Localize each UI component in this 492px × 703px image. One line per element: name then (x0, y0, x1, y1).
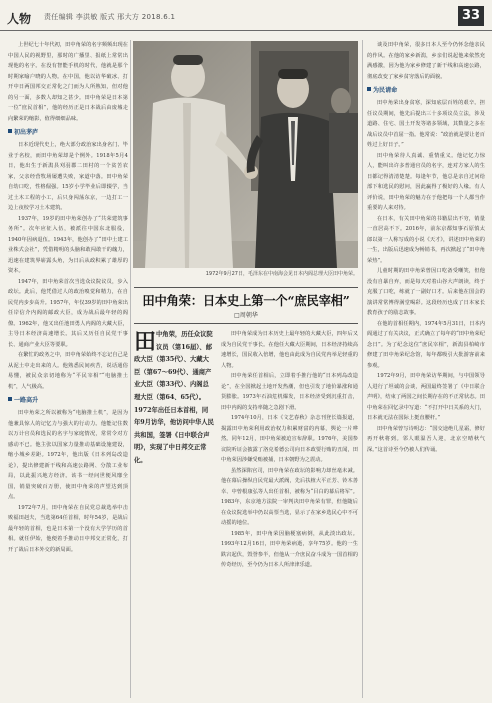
lead-text: 中角荣，历任众议院议员（第16届）、邮政大臣（第35代）、大藏大臣（第67～69代）、通商产业大臣（第33代）、内阁总理大臣（第64、65代）。1972年出任日本首相，同年9月访华，他访问中华人民共和国，签署《日中联合声明》，实现了中日邦交正常化。 (134, 331, 214, 464)
article-column-middle (221, 329, 358, 698)
subheading-text: 为民请命 (373, 87, 398, 94)
paragraph: 1985年，田中角荣因脑梗塞病倒，从此淡出政坛。1993年12月16日，田中角荣病逝，享年75岁。他的一生跌宕起伏，毁誉参半，但他从一介庶民奋斗成为一国首相的传奇经历，至今仍为日本人所津津乐道。 (221, 530, 358, 568)
paragraph: 在日本，有关田中角荣的书籍层出不穷，销量一直居高不下。2016年，前东京都知事石原慎太郎以第一人称写成的小说《天才》，讲述田中角荣的一生，出版后迅速成为畅销书，再次掀起了“田中角荣热”。 (367, 215, 485, 264)
paragraph: 1974年10月，日本《文艺春秋》杂志刊登长篇报道，揭露田中角荣利用政治权力积累财富的内幕，舆论一片哗然。同年12月，田中角荣被迫宣布辞职。1976年，美国参议院听证会披露了洛克希德公司向日本政要行贿的丑闻，田中角荣因涉嫌受贿被捕，日本朝野为之震动。 (221, 415, 358, 463)
square-bullet-icon (8, 397, 12, 401)
paragraph: 虽然深陷官司，田中角荣在政坛的影响力却丝毫未减。他在幕后操纵自民党最大派阀，先后扶植大平正芳、铃木善幸、中曾根康弘等人出任首相，被称为“目白的幕后将军”。1983年，东京地方法院一审判决田中角荣有罪，但他随后在众议院选举中仍以高票当选，显示了在家乡选民心中不可动摇的地位。 (221, 467, 358, 526)
paragraph: 田中角荣曾写诗明志：“国交途绝几星霜，修好再开秋将到。邻人眼温吾人迎，北京空晴秋气深。”这首诗至今仍被人们传诵。 (367, 425, 485, 453)
paragraph: 田中角荣成为日本历史上最年轻的大藏大臣，四年后又成为自民党干事长。在他任大藏大臣期间，日本经济持续高速增长，国民收入倍增，他也由此成为自民党内举足轻重的人物。 (221, 331, 358, 369)
square-bullet-icon (8, 129, 12, 133)
paragraph: 在他的首相任期内，1974年5月31日，日本内阁通过了有关决议，正式确立了每年的“田中角荣纪念日”。为了纪念这位“庶民宰相”，新潟县柏崎市修建了田中角荣纪念馆，每年都吸引大批游客前来参观。 (367, 320, 485, 369)
paragraph: 1972年9月，田中角荣访华期间，与中国领导人进行了坦诚的会谈，两国最终签署了《中日联合声明》，结束了两国之间长期存在的不正常状态。田中角荣在回忆录中写道：“不打开中日关系的大门，日本就无法在国际上挺直腰杆。” (367, 373, 485, 421)
paragraph: 田中角荣任首相后，立即着手推行他的“日本列岛改造论”，在全国掀起土地开发热潮，但也引发了地价暴涨和通货膨胀。1973年石油危机爆发，日本经济受到沉重打击，田中内阁的支持率随之急剧下滑。 (221, 373, 358, 411)
photo-illustration (133, 41, 358, 268)
subheading-text: 一路高升 (14, 397, 39, 404)
article-column-left (8, 40, 128, 698)
paragraph: 谈及田中角荣，很多日本人至今仍怀念他亲民的作风。在他的家乡新潟，乡亲们说起他来依然充满感激，因为他为家乡修建了新干线和高速公路，彻底改变了家乡贫穷落后的面貌。 (367, 42, 485, 80)
photo-caption: 1972年9月27日，毛泽东在中南海会见日本内阁总理大臣田中角荣。 (205, 271, 358, 277)
subheading-early-career (8, 128, 128, 138)
subheading-for-the-people (367, 86, 485, 96)
page-number: 33 (458, 6, 484, 26)
article-lead (134, 329, 214, 479)
subheading-rise (8, 396, 128, 406)
paragraph: 儿童时期的田中角荣曾因口吃备受嘲笑，但他没有自暴自弃，而是每天对着山谷大声朗读，终于克服了口吃，练就了一副好口才。后来他在国会的演讲常常博得满堂喝彩。这段经历也成了日本家长教育孩子的励志故事。 (367, 268, 485, 316)
subheading-text: 初出茅庐 (14, 129, 39, 136)
article-column-right (367, 40, 485, 698)
editor-info: 责任编辑 李洪敏 版式 邢大方 2018.6.1 (44, 13, 176, 21)
title-rule-bottom (134, 323, 358, 324)
article-title: 田中角荣：日本史上第一个“庶民宰相” (142, 293, 350, 308)
section-name: 人物 (7, 12, 32, 26)
column-divider (362, 40, 363, 698)
paragraph: 田中角荣待人真诚、重情重义。他记忆力惊人，能叫出许多普通官员的名字，连对方家人的生日都记得清清楚楚。每逢年节，他总是亲自过问给部下和选民的慰问，因此赢得了极好的人缘。有人评价说，田中角荣的魅力在于他把每一个人都当作重要的人来对待。 (367, 152, 485, 211)
page-header (0, 0, 492, 31)
column-divider (130, 40, 131, 698)
paragraph: 1972年7月，田中角荣在自民党总裁选举中击败福田赳夫，当选第64任首相，时年54岁，是战后最年轻的首相，也是日本第一个没有大学学历的首相。就任伊始，他便着手推动日中邦交正常化，打开了战后日本外交的新局面。 (8, 504, 128, 553)
paragraph: 在繁忙的政务之中，田中角荣始终不忘记自己是从泥土中走出来的人。他熟悉民间疾苦，说话通俗易懂，被民众亲切地称为“平民宰相”“电脑推土机”，人气极高。 (8, 352, 128, 390)
paragraph: 上世纪七十年代初，田中角荣的名字频频出现在中国人民的视野里，那时的广播里、报纸上常常出现他的名字。在没有智能手机的时代，他就是那个时期家喻户晓的人物。在中国，他以访华破冰、打开中日两国邦交正常化之门而为人所熟知，但对他的另一面，多数人却知之甚少。田中角荣是日本第一位“庶民首相”，他的经历正是日本战后由废墟走向繁荣的缩影，值得细细品味。 (8, 42, 128, 122)
square-bullet-icon (367, 87, 371, 91)
paragraph: 田中角荣之所以被称为“电脑推土机”，是因为他兼具惊人的记忆力与强大的行动力。他能记住数以万计官员和选民的名字与家庭情况，常常令对方感动不已。他主张以国家力量推动基础设施建设，缩小城乡差距。1972年，他出版《日本列岛改造论》，提出修建新干线和高速公路网、分散工业布局，以此振兴地方经济。该书一经问世便风靡全国，销量突破百万册，使田中角荣的声望达到顶点。 (8, 410, 128, 500)
drop-cap: 田 (134, 329, 157, 355)
article-author: □周朝华 (234, 312, 258, 319)
paragraph: 田中角荣出身贫寒，深知底层百姓的艰辛。担任议员期间，他先后提出三十多项议员立法，涉及道路、住宅、国土开发等诸多领域，其数量之多在战后议员中首屈一指。他常说：“政治就是要让老百姓过上好日子。” (367, 100, 485, 148)
paragraph: 1937年，19岁的田中角荣创办了“共荣建筑事务所”。次年应征入伍，被派往中国东北服役，1940年因病退伍。1943年，他创办了“田中土建工业株式会社”，凭借精明的头脑和敢闯敢干的魄力，迅速在建筑界崭露头角，为日后从政积累了雄厚的资本。 (8, 215, 128, 274)
paragraph: 日本近现代史上，绝大部分政治家出身名门、毕业于名校，而田中角荣却是个例外。1918年5月4日，他出生于新潟县刈羽郡二田村的一个贫苦农家，父亲经营牧场屡遭失败，家道中落。田中角荣自幼口吃，性格倔强。15岁小学毕业后即辍学，当过土木工程的小工，后只身闯荡东京，一边打工一边上夜校学习土木建筑。 (8, 142, 128, 211)
paragraph: 1947年，田中角荣首次当选众议院议员，步入政坛。此后，他凭借过人的政治嗅觉和精力，在自民党内步步高升。1957年，年仅39岁的田中角荣出任岸信介内阁的邮政大臣，成为战后最年轻的阁僚。1962年，他又出任池田勇人内阁的大藏大臣，主导日本经济高速增长。其后又历任自民党干事长、通商产业大臣等要职。 (8, 278, 128, 348)
title-rule-top (134, 287, 358, 288)
historic-handshake-photo (133, 41, 358, 268)
